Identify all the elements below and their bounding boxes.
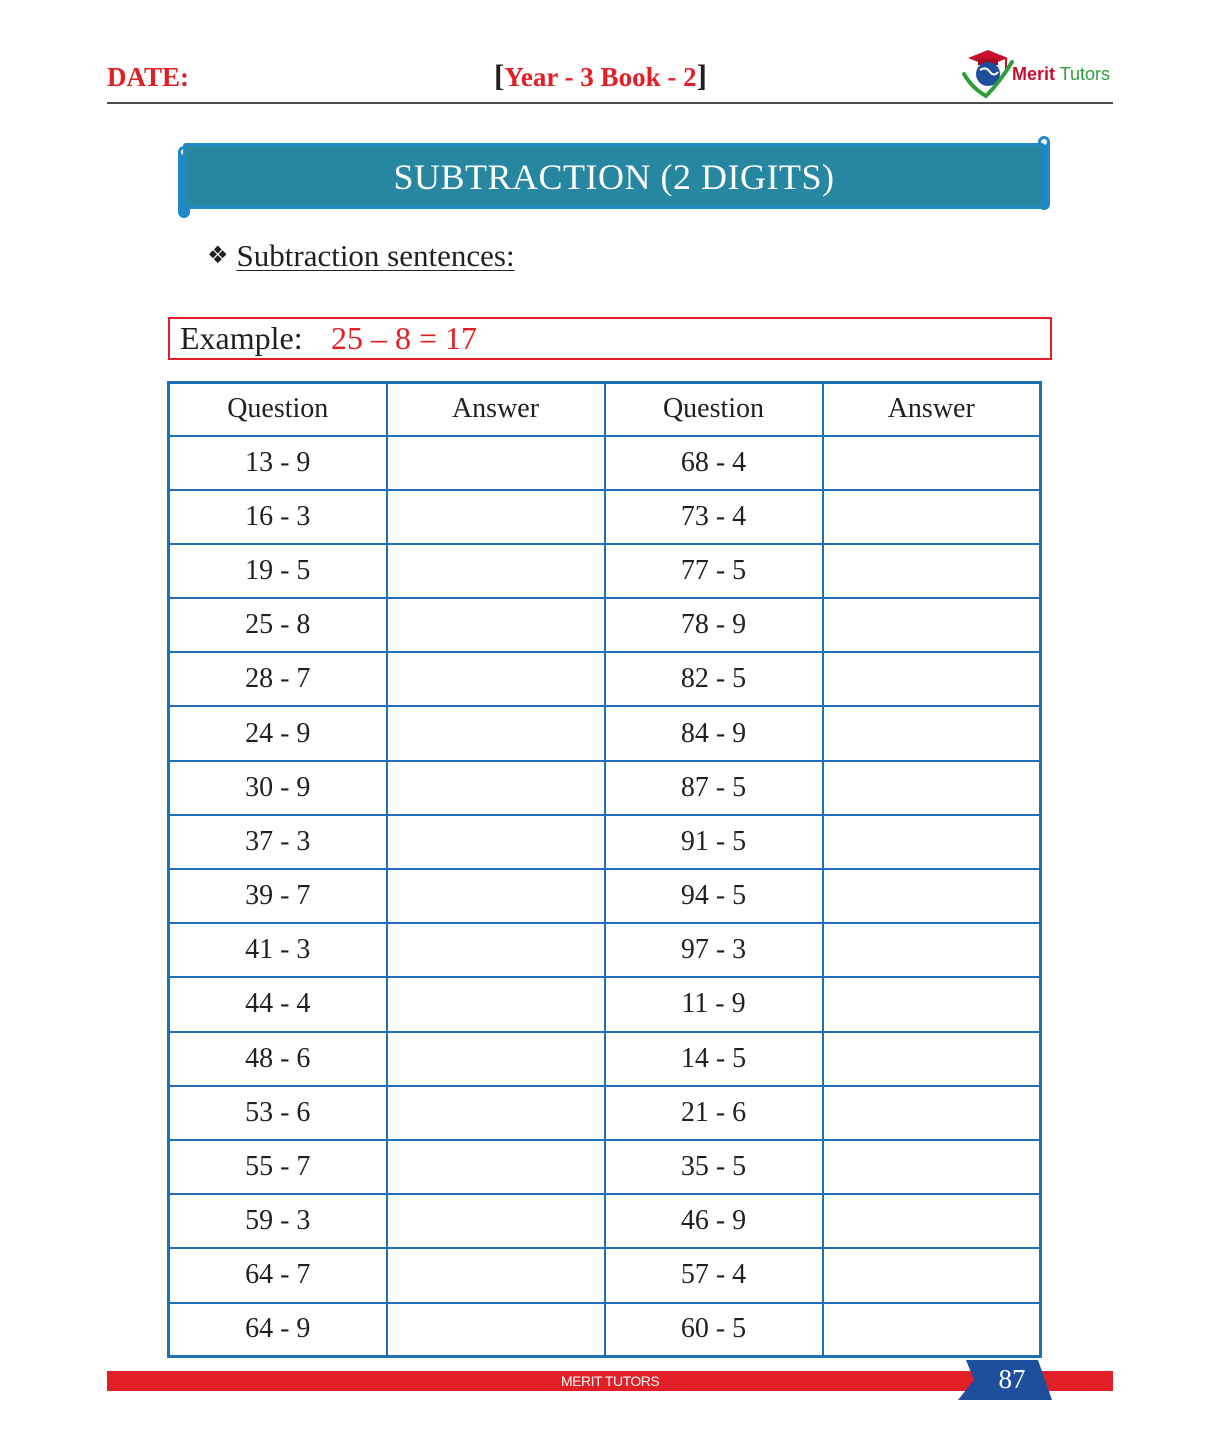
- page-title: SUBTRACTION (2 DIGITS): [393, 157, 835, 197]
- answer-cell[interactable]: [823, 436, 1041, 490]
- logo-word-merit: Merit: [1012, 64, 1056, 84]
- example-equation: 25 – 8 = 17: [331, 320, 478, 356]
- question-cell: 13 - 9: [169, 436, 387, 490]
- question-cell: 64 - 9: [169, 1303, 387, 1357]
- answer-cell[interactable]: [387, 815, 605, 869]
- question-cell: 48 - 6: [169, 1032, 387, 1086]
- answer-cell[interactable]: [387, 1140, 605, 1194]
- table-row: [169, 977, 1041, 1031]
- answer-cell[interactable]: [823, 1248, 1041, 1302]
- table-row: [169, 598, 1041, 652]
- book-title: [494, 58, 707, 94]
- table-row: [169, 761, 1041, 815]
- answer-cell[interactable]: [387, 869, 605, 923]
- answer-cell[interactable]: [387, 923, 605, 977]
- question-cell: 94 - 5: [605, 869, 823, 923]
- diamond-bullet-icon: ❖: [207, 241, 229, 269]
- answer-cell[interactable]: [387, 1303, 605, 1357]
- book-title-text: Year - 3 Book - 2: [504, 62, 697, 92]
- question-cell: 19 - 5: [169, 544, 387, 598]
- bracket-close: ]: [696, 58, 707, 93]
- table-body: [169, 436, 1041, 1357]
- question-cell: 97 - 3: [605, 923, 823, 977]
- question-cell: 21 - 6: [605, 1086, 823, 1140]
- merit-tutors-logo: [958, 44, 1118, 100]
- question-cell: 28 - 7: [169, 652, 387, 706]
- table-row: [169, 544, 1041, 598]
- answer-cell[interactable]: [387, 706, 605, 760]
- question-cell: 41 - 3: [169, 923, 387, 977]
- question-cell: 14 - 5: [605, 1032, 823, 1086]
- header-divider: [107, 102, 1113, 104]
- question-cell: 64 - 7: [169, 1248, 387, 1302]
- question-cell: 25 - 8: [169, 598, 387, 652]
- question-cell: 82 - 5: [605, 652, 823, 706]
- answer-cell[interactable]: [823, 1032, 1041, 1086]
- table-row: [169, 923, 1041, 977]
- question-cell: 44 - 4: [169, 977, 387, 1031]
- date-label: DATE:: [107, 62, 190, 92]
- page-number: 87: [998, 1364, 1026, 1394]
- table-row: [169, 815, 1041, 869]
- header-answer-1: Answer: [387, 383, 605, 436]
- answer-cell[interactable]: [387, 652, 605, 706]
- question-cell: 53 - 6: [169, 1086, 387, 1140]
- table-row: [169, 1248, 1041, 1302]
- section-heading-text: Subtraction sentences:: [236, 238, 515, 273]
- answer-cell[interactable]: [387, 761, 605, 815]
- header-question-2: Question: [605, 383, 823, 436]
- globe-cap-icon: [958, 44, 1014, 100]
- table-row: [169, 1032, 1041, 1086]
- answer-cell[interactable]: [387, 1194, 605, 1248]
- answer-cell[interactable]: [823, 923, 1041, 977]
- question-cell: 55 - 7: [169, 1140, 387, 1194]
- question-cell: 59 - 3: [169, 1194, 387, 1248]
- answer-cell[interactable]: [387, 598, 605, 652]
- question-cell: 39 - 7: [169, 869, 387, 923]
- answer-cell[interactable]: [823, 1303, 1041, 1357]
- example-label: Example:: [180, 320, 303, 356]
- logo-word-tutors: Tutors: [1059, 64, 1111, 84]
- subtraction-table: [167, 381, 1042, 1358]
- table-row: [169, 706, 1041, 760]
- question-cell: 37 - 3: [169, 815, 387, 869]
- logo-text: [1012, 64, 1110, 85]
- answer-cell[interactable]: [823, 706, 1041, 760]
- table-row: [169, 1194, 1041, 1248]
- table-row: [169, 1086, 1041, 1140]
- answer-cell[interactable]: [387, 544, 605, 598]
- answer-cell[interactable]: [823, 815, 1041, 869]
- question-cell: 84 - 9: [605, 706, 823, 760]
- question-cell: 24 - 9: [169, 706, 387, 760]
- answer-cell[interactable]: [823, 490, 1041, 544]
- table-row: [169, 436, 1041, 490]
- table-row: [169, 1140, 1041, 1194]
- answer-cell[interactable]: [823, 869, 1041, 923]
- question-cell: 91 - 5: [605, 815, 823, 869]
- answer-cell[interactable]: [387, 1032, 605, 1086]
- question-cell: 73 - 4: [605, 490, 823, 544]
- answer-cell[interactable]: [387, 977, 605, 1031]
- answer-cell[interactable]: [823, 598, 1041, 652]
- table-header-row: [169, 383, 1041, 436]
- question-cell: 57 - 4: [605, 1248, 823, 1302]
- answer-cell[interactable]: [387, 490, 605, 544]
- answer-cell[interactable]: [823, 977, 1041, 1031]
- answer-cell[interactable]: [823, 761, 1041, 815]
- answer-cell[interactable]: [387, 1248, 605, 1302]
- question-cell: 87 - 5: [605, 761, 823, 815]
- answer-cell[interactable]: [823, 1086, 1041, 1140]
- answer-cell[interactable]: [387, 436, 605, 490]
- table-row: [169, 1303, 1041, 1357]
- answer-cell[interactable]: [823, 544, 1041, 598]
- header-answer-2: Answer: [823, 383, 1041, 436]
- question-cell: 16 - 3: [169, 490, 387, 544]
- answer-cell[interactable]: [387, 1086, 605, 1140]
- header-question-1: Question: [169, 383, 387, 436]
- bracket-open: [: [494, 58, 505, 93]
- question-cell: 11 - 9: [605, 977, 823, 1031]
- answer-cell[interactable]: [823, 1140, 1041, 1194]
- table-row: [169, 490, 1041, 544]
- question-cell: 68 - 4: [605, 436, 823, 490]
- table-row: [169, 652, 1041, 706]
- answer-cell[interactable]: [823, 652, 1041, 706]
- answer-cell[interactable]: [823, 1194, 1041, 1248]
- question-cell: 78 - 9: [605, 598, 823, 652]
- footer-brand: MERIT TUTORS: [561, 1373, 660, 1389]
- question-cell: 60 - 5: [605, 1303, 823, 1357]
- question-cell: 35 - 5: [605, 1140, 823, 1194]
- question-cell: 77 - 5: [605, 544, 823, 598]
- section-heading: [207, 238, 515, 274]
- question-cell: 30 - 9: [169, 761, 387, 815]
- question-cell: 46 - 9: [605, 1194, 823, 1248]
- table-row: [169, 869, 1041, 923]
